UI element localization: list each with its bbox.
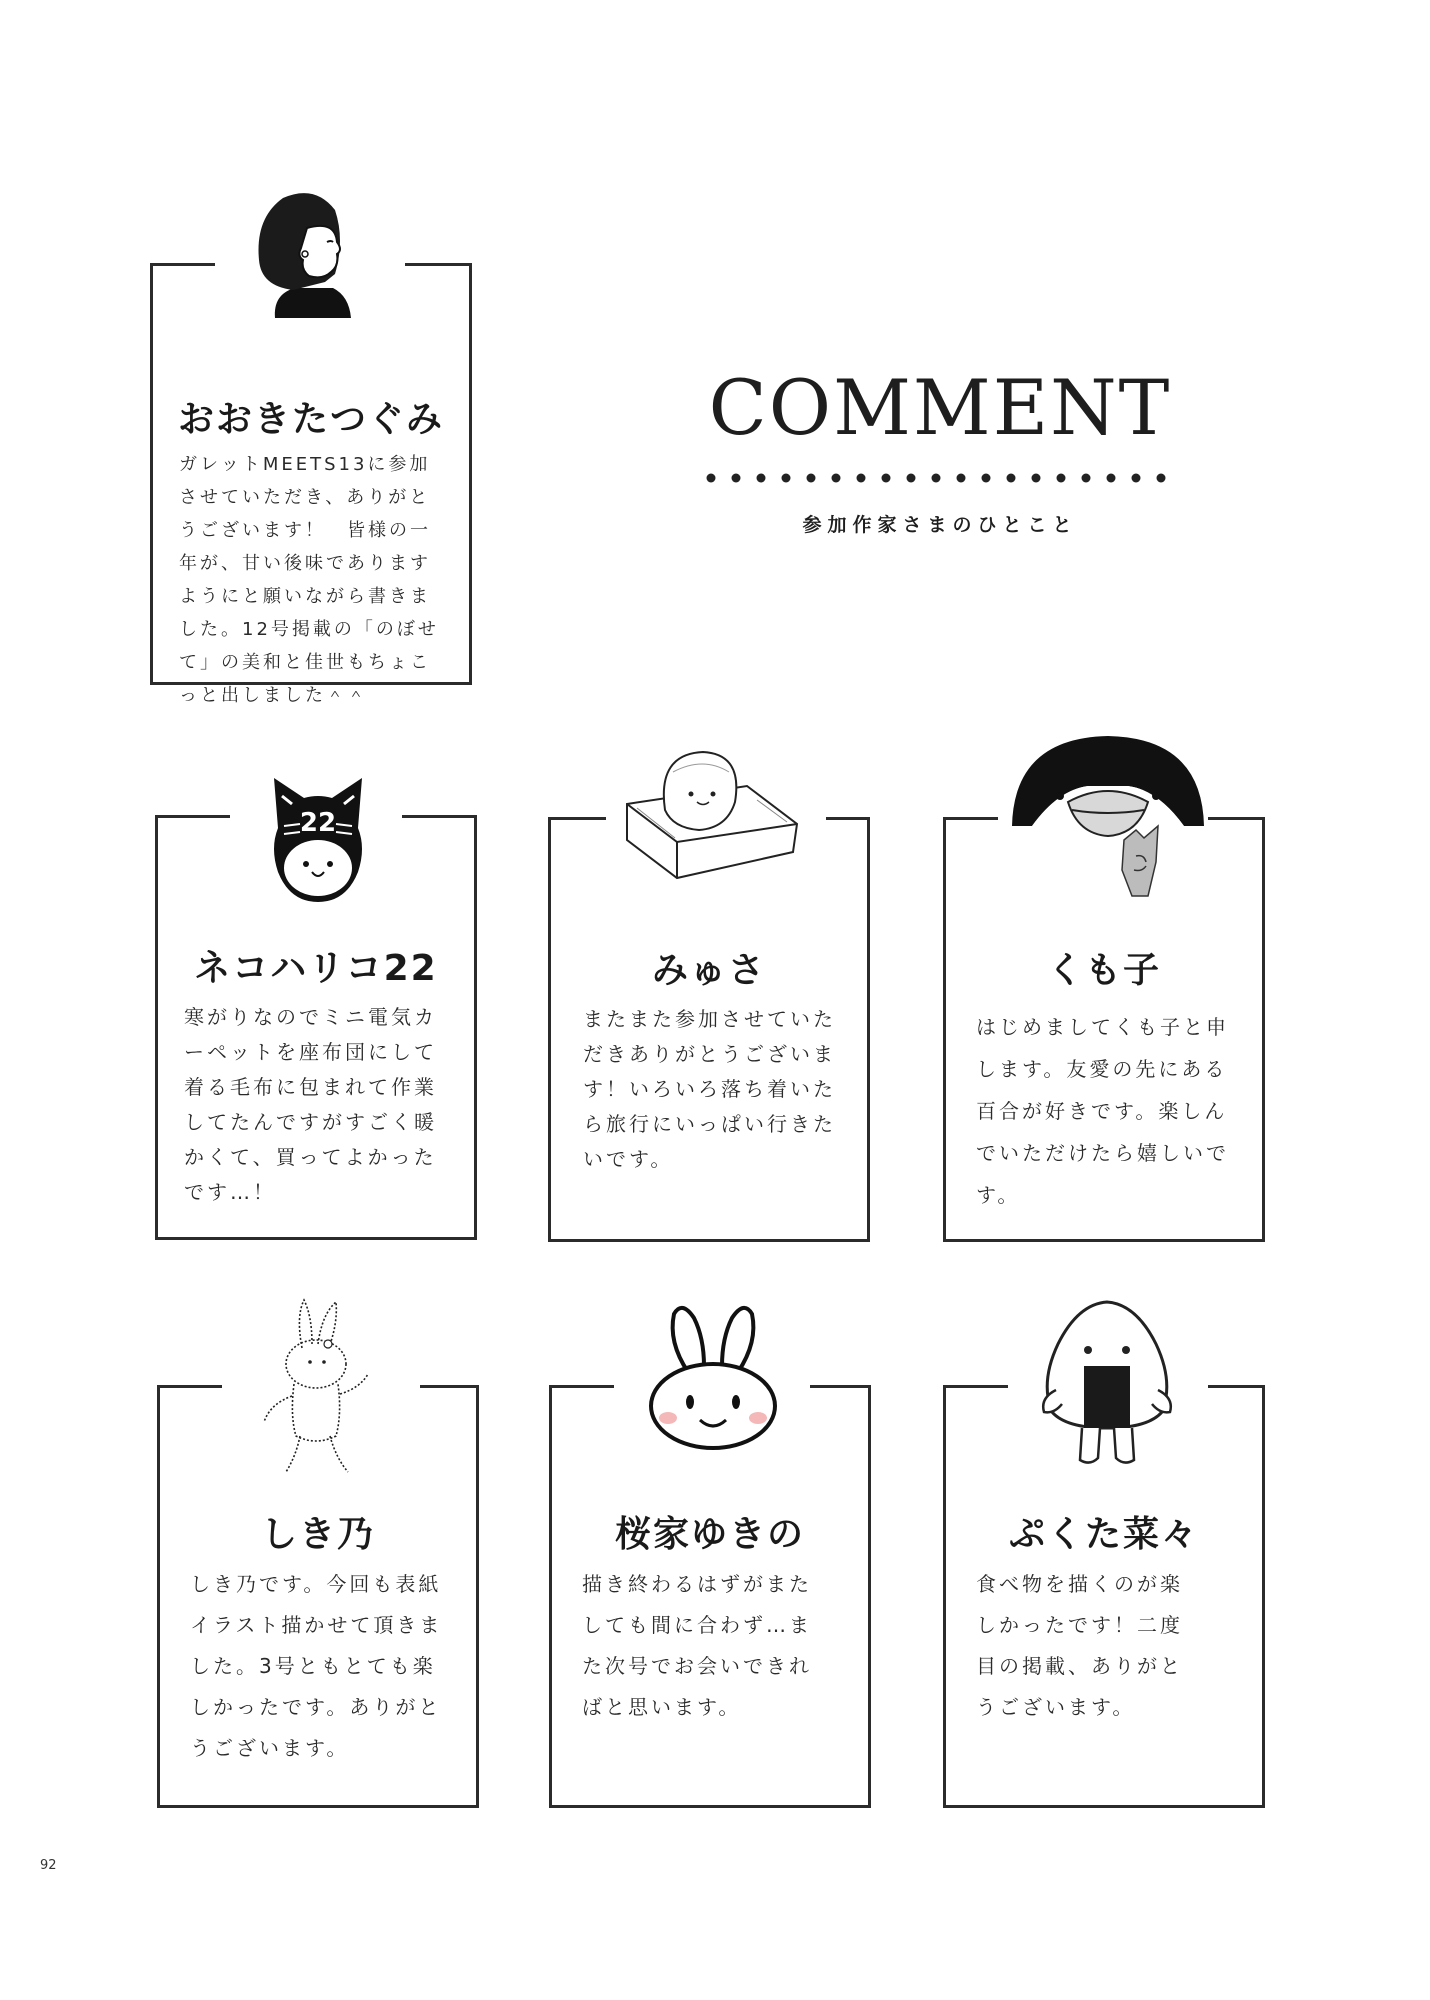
contributor-name: くも子: [1046, 950, 1161, 991]
comment-card-pukuta: [943, 1385, 1265, 1808]
page-subtitle: 参加作家さまのひとこと: [802, 514, 1078, 536]
contributor-name: みゅさ: [651, 950, 766, 991]
cat-22-icon: [258, 768, 378, 908]
contributor-comment: 寒がりなのでミニ電気カ ーペットを座布団にして 着る毛布に包まれて作業 してたんですがすごく暖 かくて、買ってよかった です…！: [184, 1005, 437, 1204]
contributor-name: おおきたつぐみ: [177, 399, 444, 440]
comment-card-sakuraya: [549, 1385, 871, 1808]
contributor-name: しき乃: [260, 1514, 375, 1555]
bunny-face-icon: [638, 1302, 788, 1452]
comment-card-ookita: [150, 263, 472, 706]
contributor-name: ぷくた菜々: [1008, 1514, 1199, 1555]
dotted-divider: [705, 472, 1175, 484]
contributor-comment: ガレットMEETS13に参加 させていただき、ありがと うございます！ 皆様の一 年が、甘い後味であります ようにと願いながら書きま した。12号掲載の「のぼせ て」の美和と佳世もちょこ っと出しました＾＾: [179, 454, 439, 706]
comment-card-myusa: [548, 817, 870, 1242]
comment-card-shikino: [157, 1385, 479, 1808]
contributor-comment: しき乃です。今回も表紙 イラスト描かせて頂きま した。3号ともとても楽 しかったです。ありがと うございます。: [190, 1572, 443, 1760]
page-number: 92: [40, 1858, 57, 1873]
girl-profile-icon: [253, 190, 363, 320]
mochi-on-box-icon: [617, 742, 807, 892]
comment-card-nekohariko: [155, 808, 477, 1240]
contributor-name: ネコハリコ22: [194, 948, 438, 989]
title-block: [690, 363, 1190, 537]
comment-card-kumoko: [943, 817, 1265, 1242]
contributor-comment: はじめましてくも子と申 します。友愛の先にある 百合が好きです。楽しん でいただけたら嬉しいで す。: [976, 1015, 1229, 1207]
page-title: COMMENT: [708, 363, 1172, 452]
penguin-icon: [1008, 730, 1208, 900]
onigiri-icon: [1032, 1294, 1182, 1474]
cat-badge-text: 22: [299, 808, 337, 838]
contributor-name: 桜家ゆきの: [614, 1514, 805, 1555]
contributor-comment: またまた参加させていた だきありがとうございま す！いろいろ落ち着いた ら旅行にいっぱい行きた いです。: [583, 1007, 836, 1171]
contributor-comment: 食べ物を描くのが楽 しかったです！二度 目の掲載、ありがと うございます。: [976, 1572, 1183, 1719]
contributor-comment: 描き終わるはずがまた しても間に合わず…ま た次号でお会いできれ ばと思います。: [582, 1572, 812, 1719]
fuzzy-rabbit-icon: [256, 1296, 376, 1481]
